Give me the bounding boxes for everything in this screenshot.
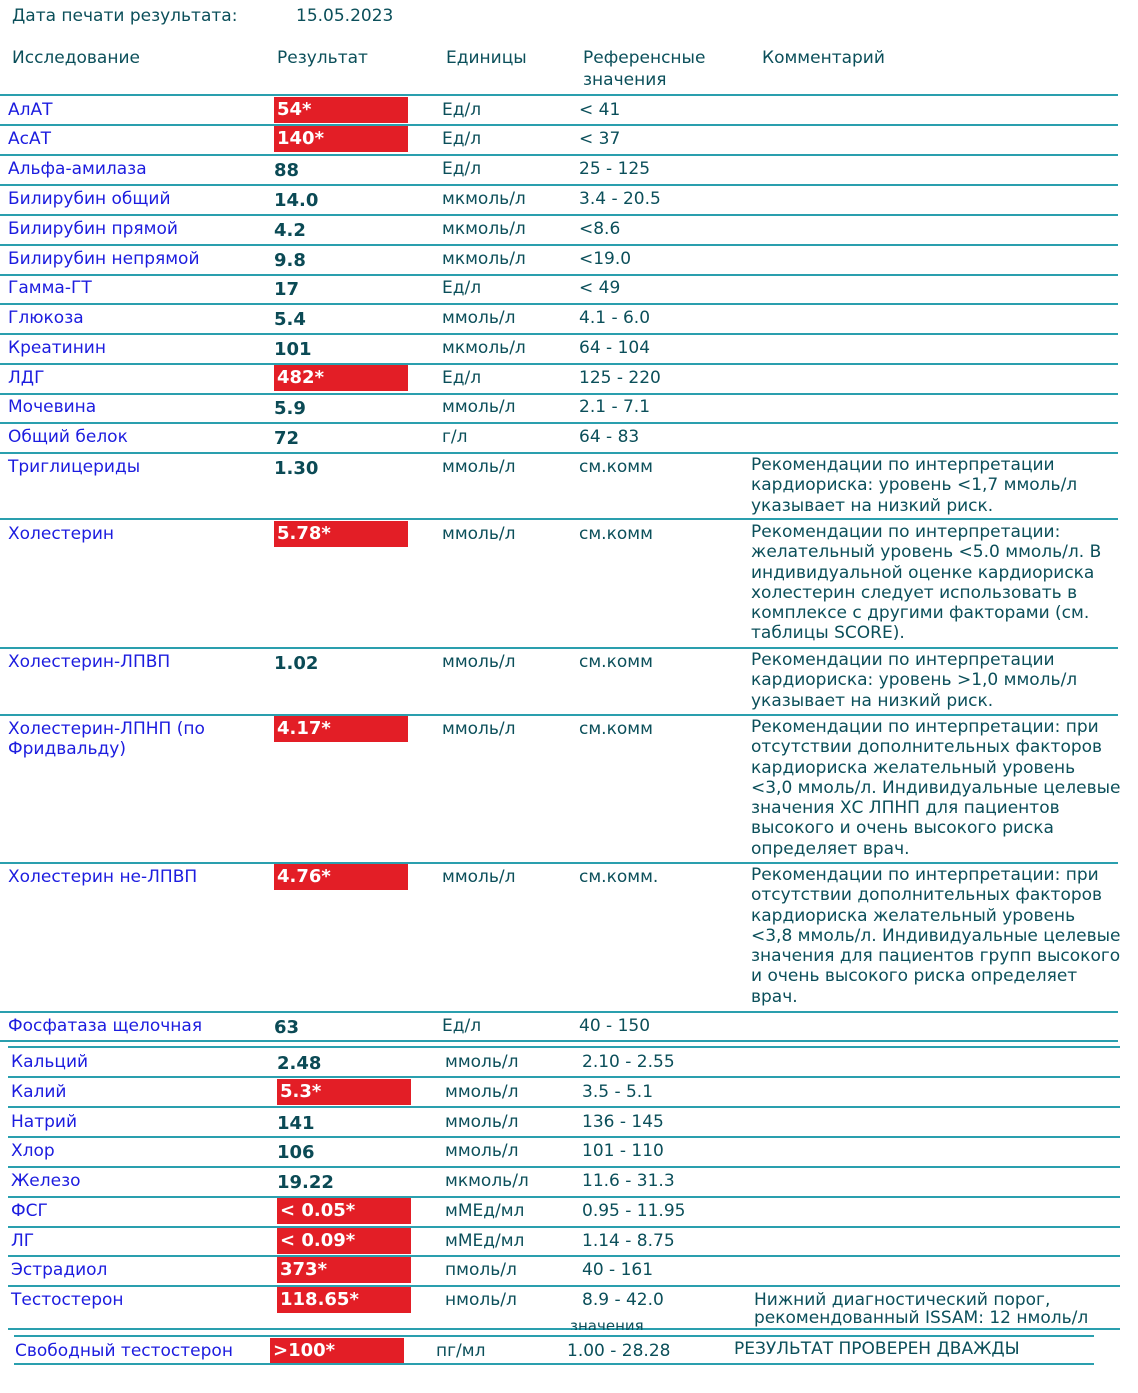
comment: Рекомендации по интерпретации кардиориска: уровень >1,0 ммоль/л указывает на низкий риск. [751, 650, 1078, 711]
units: мкмоль/л [442, 219, 526, 239]
row-separator [0, 184, 1118, 186]
units: Ед/л [442, 100, 482, 120]
units: мкмоль/л [442, 189, 526, 209]
reference-range: 8.9 - 42.0 [582, 1290, 664, 1310]
units: г/л [442, 427, 468, 447]
test-name: Холестерин не-ЛПВП [8, 867, 198, 887]
result-value: 141 [277, 1113, 315, 1134]
reference-range: 101 - 110 [582, 1141, 664, 1161]
reference-range: 2.10 - 2.55 [582, 1052, 675, 1072]
test-name: Глюкоза [8, 308, 84, 328]
row-separator [8, 1136, 1120, 1138]
test-name: ФСГ [11, 1201, 48, 1221]
result-value: 5.9 [274, 398, 306, 419]
units: Ед/л [442, 159, 482, 179]
row-separator [8, 1285, 1120, 1287]
comment: Рекомендации по интерпретации кардиориска: уровень <1,7 ммоль/л указывает на низкий риск. [751, 455, 1078, 516]
reference-range: см.комм [579, 524, 653, 544]
reference-range: 1.00 - 28.28 [567, 1341, 671, 1361]
reference-range: <19.0 [579, 249, 632, 269]
units: Ед/л [442, 1016, 482, 1036]
result-value-flagged: 4.76* [274, 864, 408, 890]
units: ммоль/л [445, 1082, 519, 1102]
result-value: 101 [274, 339, 312, 360]
test-name: Триглицериды [8, 457, 141, 477]
reference-range: 25 - 125 [579, 159, 651, 179]
comment: РЕЗУЛЬТАТ ПРОВЕРЕН ДВАЖДЫ [734, 1339, 1020, 1359]
row-separator [8, 1196, 1120, 1198]
reference-range: < 49 [579, 278, 621, 298]
row-separator [0, 214, 1118, 216]
reference-range: < 37 [579, 129, 621, 149]
units: мМЕд/мл [445, 1231, 525, 1251]
units: ммоль/л [442, 524, 516, 544]
result-value: 4.2 [274, 220, 306, 241]
result-value: 14.0 [274, 190, 319, 211]
row-separator [8, 1328, 1120, 1330]
reference-range: <8.6 [579, 219, 621, 239]
reference-range: 64 - 104 [579, 338, 651, 358]
test-name: Билирубин прямой [8, 219, 178, 239]
test-name: Общий белок [8, 427, 128, 447]
reference-range: 125 - 220 [579, 368, 661, 388]
test-name: Холестерин [8, 524, 115, 544]
result-value-flagged: 482* [274, 365, 408, 391]
row-separator [8, 1046, 1120, 1048]
print-date-label: Дата печати результата: [12, 6, 238, 26]
units: ммоль/л [442, 308, 516, 328]
result-value: 5.4 [274, 309, 306, 330]
result-value-flagged: 4.17* [274, 716, 408, 742]
reference-range: 2.1 - 7.1 [579, 397, 651, 417]
test-name: Тестостерон [11, 1290, 124, 1310]
reference-range: см.комм [579, 719, 653, 739]
row-separator [0, 452, 1118, 454]
row-separator [0, 154, 1118, 156]
units: мкмоль/л [442, 249, 526, 269]
result-value: 63 [274, 1017, 300, 1038]
units: мкмоль/л [445, 1171, 529, 1191]
row-separator [0, 124, 1118, 126]
units: ммоль/л [442, 719, 516, 739]
units: ммоль/л [445, 1112, 519, 1132]
row-separator [0, 274, 1118, 276]
reference-range: 40 - 150 [579, 1016, 651, 1036]
row-separator [0, 714, 1118, 716]
units: мкмоль/л [442, 338, 526, 358]
row-separator [0, 1040, 1118, 1042]
result-value: 1.30 [274, 458, 319, 479]
test-name: Креатинин [8, 338, 106, 358]
test-name: ЛГ [11, 1231, 35, 1251]
row-separator [0, 422, 1118, 424]
test-name: Мочевина [8, 397, 97, 417]
result-value-flagged: 5.78* [274, 521, 408, 547]
comment: Рекомендации по интерпретации: желательный уровень <5.0 ммоль/л. В индивидуальной оценке кардиориска холестерин следует использовать в комплексе с другими факторами (см. таблицы SCORE). [751, 522, 1102, 644]
comment: Рекомендации по интерпретации: при отсутствии дополнительных факторов кардиориска желательный уровень <3,8 ммоль/л. Индивидуальные целевые значения для пациентов групп высокого и очень высокого риска определяет врач. [751, 865, 1121, 1007]
reference-range: < 41 [579, 100, 621, 120]
reference-range: 4.1 - 6.0 [579, 308, 651, 328]
reference-range: 40 - 161 [582, 1260, 654, 1280]
test-name: Билирубин непрямой [8, 249, 200, 269]
column-header-reference-line2: значения [583, 70, 667, 90]
units: мМЕд/мл [445, 1201, 525, 1221]
reference-range: см.комм [579, 457, 653, 477]
row-separator [0, 647, 1118, 649]
result-value-flagged: 140* [274, 126, 408, 152]
row-separator [0, 1011, 1118, 1013]
row-separator [0, 303, 1118, 305]
units: Ед/л [442, 278, 482, 298]
test-name: Свободный тестостерон [15, 1341, 233, 1361]
row-separator [14, 1363, 1094, 1365]
test-name: Фосфатаза щелочная [8, 1016, 203, 1036]
units: ммоль/л [442, 457, 516, 477]
row-separator [0, 393, 1118, 395]
test-name: ЛДГ [8, 368, 45, 388]
reference-range: см.комм. [579, 867, 659, 887]
test-name: Натрий [11, 1112, 77, 1132]
row-separator [0, 94, 1118, 96]
row-separator [0, 333, 1118, 335]
row-separator [0, 862, 1118, 864]
row-separator [0, 244, 1118, 246]
reference-range: см.комм [579, 652, 653, 672]
test-name: АлАТ [8, 100, 53, 120]
units: пг/мл [436, 1341, 486, 1361]
units: ммоль/л [442, 652, 516, 672]
column-header-reference: Референсные [583, 48, 706, 68]
result-value-flagged: >100* [270, 1338, 404, 1364]
test-name: Хлор [11, 1141, 55, 1161]
test-name: Калий [11, 1082, 67, 1102]
result-value: 9.8 [274, 250, 306, 271]
column-header-test: Исследование [12, 48, 140, 68]
comment: Рекомендации по интерпретации: при отсутствии дополнительных факторов кардиориска желательный уровень <3,0 ммоль/л. Индивидуальные целевые значения ХС ЛПНП для пациентов высокого и очень высокого риска определяет врач. [751, 717, 1121, 859]
test-name: Билирубин общий [8, 189, 171, 209]
result-value: 106 [277, 1142, 315, 1163]
row-separator [8, 1255, 1120, 1257]
test-name: Холестерин-ЛПВП [8, 652, 171, 672]
ghost-header-fragment: значения [570, 1320, 644, 1330]
reference-range: 0.95 - 11.95 [582, 1201, 686, 1221]
reference-range: 3.4 - 20.5 [579, 189, 661, 209]
result-value: 17 [274, 279, 300, 300]
reference-range: 3.5 - 5.1 [582, 1082, 654, 1102]
result-value-flagged: 5.3* [277, 1079, 411, 1105]
column-header-units: Единицы [446, 48, 527, 68]
result-value-flagged: 118.65* [277, 1287, 411, 1313]
result-value-flagged: < 0.05* [277, 1198, 411, 1224]
result-value-flagged: 373* [277, 1257, 411, 1283]
test-name: Эстрадиол [11, 1260, 108, 1280]
units: ммоль/л [445, 1141, 519, 1161]
units: Ед/л [442, 368, 482, 388]
row-separator [8, 1106, 1120, 1108]
result-value-flagged: < 0.09* [277, 1228, 411, 1254]
units: нмоль/л [445, 1290, 517, 1310]
units: ммоль/л [445, 1052, 519, 1072]
row-separator [14, 1335, 1094, 1337]
row-separator [0, 518, 1118, 520]
comment: Нижний диагностический порог, рекомендованный ISSAM: 12 нмоль/л [754, 1290, 1089, 1328]
result-value-flagged: 54* [274, 97, 408, 123]
units: пмоль/л [445, 1260, 517, 1280]
row-separator [8, 1166, 1120, 1168]
units: ммоль/л [442, 867, 516, 887]
result-value: 19.22 [277, 1172, 334, 1193]
row-separator [8, 1076, 1120, 1078]
row-separator [0, 363, 1118, 365]
units: Ед/л [442, 129, 482, 149]
reference-range: 1.14 - 8.75 [582, 1231, 675, 1251]
test-name: Железо [11, 1171, 81, 1191]
test-name: Гамма-ГТ [8, 278, 92, 298]
print-date-value: 15.05.2023 [296, 6, 394, 26]
result-value: 1.02 [274, 653, 319, 674]
result-value: 72 [274, 428, 300, 449]
reference-range: 11.6 - 31.3 [582, 1171, 675, 1191]
result-value: 2.48 [277, 1053, 322, 1074]
column-header-result: Результат [277, 48, 368, 68]
test-name: Кальций [11, 1052, 89, 1072]
units: ммоль/л [442, 397, 516, 417]
test-name: Холестерин-ЛПНП (по Фридвальду) [8, 719, 205, 759]
reference-range: 64 - 83 [579, 427, 640, 447]
column-header-comment: Комментарий [762, 48, 885, 68]
test-name: АсАТ [8, 129, 51, 149]
row-separator [8, 1226, 1120, 1228]
test-name: Альфа-амилаза [8, 159, 147, 179]
reference-range: 136 - 145 [582, 1112, 664, 1132]
result-value: 88 [274, 160, 300, 181]
